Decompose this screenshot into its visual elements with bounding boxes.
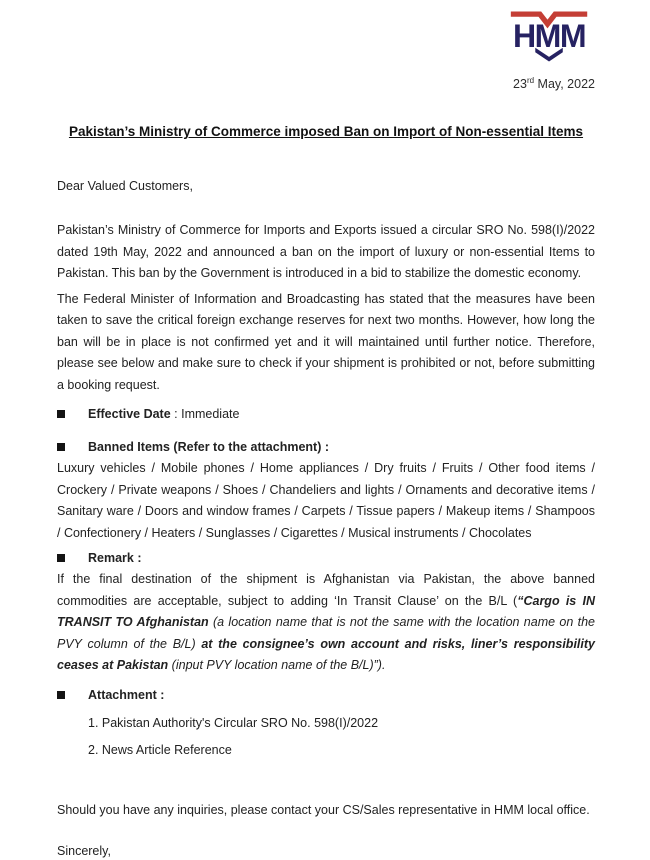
date-month-year: May, 2022 [534,77,595,92]
intro-paragraph: Pakistan’s Ministry of Commerce for Imports and Exports issued a circular SRO No. 598(I)/2022 dated 19th May, 2022 and announced a ban on the import of luxury or non-essential Items to Pakistan. This ban by the Government is introduced in a bid to stabilize the domestic economy. [57,223,595,281]
attachment-label: Attachment : [88,687,165,702]
effective-date-label: Effective Date [88,407,171,422]
remark-label: Remark : [88,551,142,566]
bullet-banned-items [57,437,595,458]
date-day: 23 [513,77,527,92]
salutation: Dear Valued Customers, [57,179,193,194]
signoff: Sincerely, [57,843,111,858]
banned-items-list: Luxury vehicles / Mobile phones / Home appliances / Dry fruits / Fruits / Other food items / Crockery / Private weapons / Shoes / Chandeliers and lights / Ornaments and decorative items / Sanitary ware / Doors and window frames / Carpets / Tissue papers / Makeup items / Shampoos / Confectionery / Heaters / Sunglasses / Cigarettes / Musical instruments / Chocolates [57,461,595,540]
bullet-attachment [57,685,595,706]
remark-pvy-note: (input PVY location name of the B/L)”). [171,658,386,673]
remark-liability-clause: at the consignee’s own account and risks, liner’s responsibility ceases at Pakistan [57,636,595,673]
bullet-square-icon [57,554,65,562]
bullet-effective-date [57,404,595,425]
date-ordinal-suffix: rd [526,76,535,85]
bullet-remark [57,548,595,569]
remark-location-note: (a location name that is not the same with the location name on the PVY column of the B/L) [57,615,595,651]
remark-transit-clause: “Cargo is IN TRANSIT TO Afghanistan [57,593,595,630]
letter-date [57,72,595,93]
remark-paragraph [57,569,595,677]
letterhead [57,8,595,68]
bullet-square-icon [57,410,65,418]
bullet-square-icon [57,443,65,451]
attachment-item-circular: 1. Pakistan Authority's Circular SRO No. 598(I)/2022 [88,715,379,730]
letter-title: Pakistan’s Ministry of Commerce imposed Ban on Import of Non-essential Items [68,124,584,140]
closing-note: Should you have any inquiries, please contact your CS/Sales representative in HMM local office. [57,802,590,817]
remark-text-normal: If the final destination of the shipment is Afghanistan via Pakistan, the above banned commodities are acceptable, subject to adding ‘In Transit Clause’ on the B/L ( [57,572,595,608]
effective-date-value: : Immediate [170,407,240,422]
attachment-item-news: 2. News Article Reference [88,742,232,757]
hmm-logo-icon [500,8,595,63]
effective-date-line [88,404,239,425]
bullet-square-icon [57,691,65,699]
banned-items-label: Banned Items (Refer to the attachment) : [88,440,330,455]
hmm-logo-text: HMM [513,17,586,54]
detail-paragraph: The Federal Minister of Information and Broadcasting has stated that the measures have been taken to save the critical foreign exchange reserves for next two months. However, how long the ban will be in place is not confirmed yet and it will maintained until further notice. Therefore, please see below and make sure to check if your shipment is prohibited or not, before submitting a booking request. [57,291,595,392]
